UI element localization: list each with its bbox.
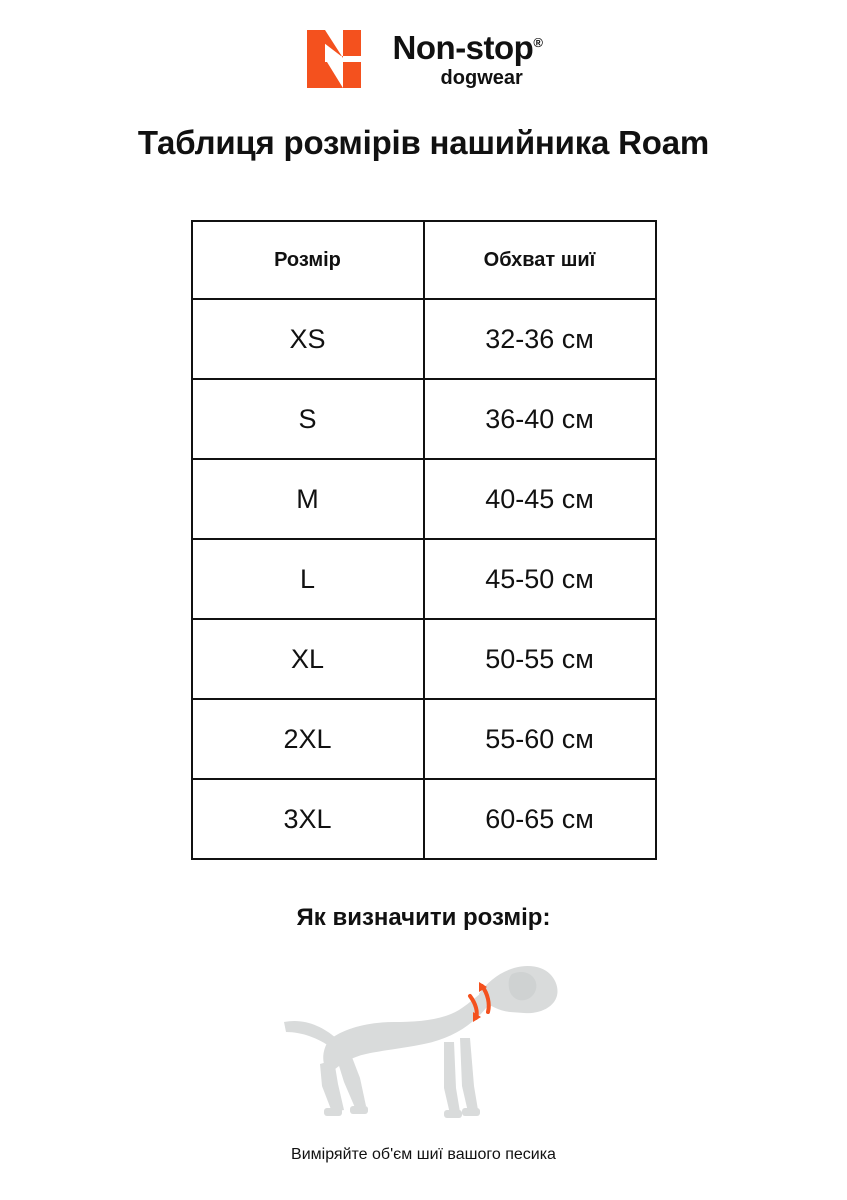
dog-measure-neck-icon: [274, 960, 574, 1130]
table-row: [192, 539, 656, 619]
table-row: [192, 619, 656, 699]
cell-size: L: [192, 539, 424, 619]
cell-girth: 40-45 см: [424, 459, 656, 539]
cell-size: M: [192, 459, 424, 539]
cell-size: XL: [192, 619, 424, 699]
cell-size: 3XL: [192, 779, 424, 859]
brand-wordmark: [392, 28, 543, 89]
table-row: [192, 379, 656, 459]
cell-girth: 50-55 см: [424, 619, 656, 699]
brand-name: Non-stop®: [392, 28, 543, 66]
page-title: Таблиця розмірів нашийника Roam: [137, 124, 710, 161]
howto-caption: Виміряйте об'єм шиї вашого песика: [291, 1146, 556, 1164]
cell-girth: 45-50 см: [424, 539, 656, 619]
cell-size: XS: [192, 299, 424, 379]
howto-heading: Як визначити розмір:: [296, 904, 551, 932]
table-row: [192, 459, 656, 539]
cell-girth: 55-60 см: [424, 699, 656, 779]
table-row: [192, 299, 656, 379]
table-row: [192, 779, 656, 859]
cell-girth: 32-36 см: [424, 299, 656, 379]
table-header-row: [192, 221, 656, 299]
table-header-size: Розмір: [192, 221, 424, 299]
non-stop-dogwear-logo-icon: [305, 28, 379, 90]
brand-logo: [305, 28, 543, 90]
brand-subtitle: dogwear: [440, 66, 523, 89]
cell-girth: 36-40 см: [424, 379, 656, 459]
cell-girth: 60-65 см: [424, 779, 656, 859]
registered-mark: ®: [533, 34, 543, 50]
table-header-girth: Обхват шиї: [424, 221, 656, 299]
cell-size: S: [192, 379, 424, 459]
table-row: [192, 699, 656, 779]
size-table: [191, 220, 657, 860]
cell-size: 2XL: [192, 699, 424, 779]
